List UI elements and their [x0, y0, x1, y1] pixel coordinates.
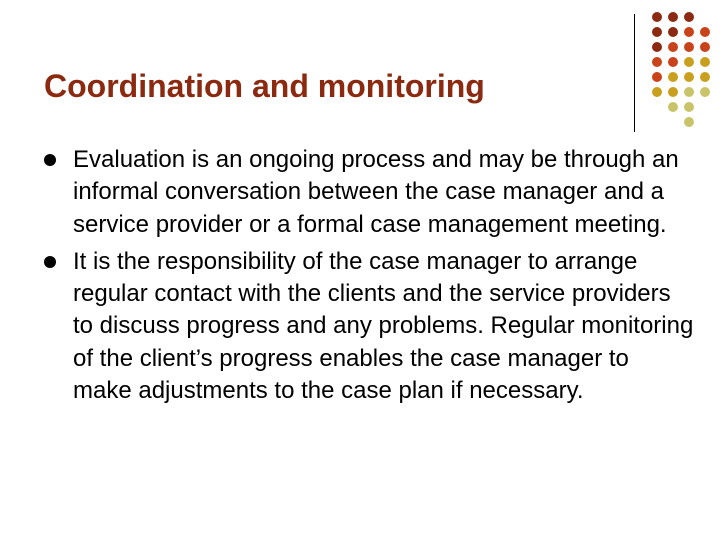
- bullet-list: [44, 144, 694, 412]
- decorative-dot: [668, 102, 678, 112]
- decorative-dot: [652, 72, 662, 82]
- decorative-dot: [684, 42, 694, 52]
- decorative-dot: [700, 87, 710, 97]
- slide-title: Coordination and monitoring: [44, 68, 485, 104]
- decorative-dot: [668, 12, 678, 22]
- decorative-dot: [652, 57, 662, 67]
- decorative-dot: [684, 117, 694, 127]
- decorative-dot: [652, 27, 662, 37]
- decorative-dot: [684, 87, 694, 97]
- decorative-dot: [700, 72, 710, 82]
- decorative-dot: [652, 12, 662, 22]
- decorative-dot: [652, 87, 662, 97]
- bullet-dot-icon: [44, 256, 56, 268]
- bullet-item: [44, 144, 694, 241]
- decorative-dot: [668, 42, 678, 52]
- decorative-dot: [684, 27, 694, 37]
- decorative-dot: [652, 42, 662, 52]
- bullet-text: Evaluation is an ongoing process and may be through an informal conversation between the case manager and a service provider or a formal case management meeting.: [73, 146, 679, 238]
- decorative-dot: [700, 27, 710, 37]
- decorative-dot: [700, 42, 710, 52]
- decorative-dot: [668, 87, 678, 97]
- bullet-dot-icon: [44, 154, 56, 166]
- bullet-item: [44, 246, 694, 407]
- decorative-dot: [684, 12, 694, 22]
- decorative-dot: [684, 72, 694, 82]
- decorative-dot: [668, 72, 678, 82]
- decorative-dot: [668, 27, 678, 37]
- decorative-dot: [700, 57, 710, 67]
- decorative-dot: [684, 102, 694, 112]
- decorative-dot: [684, 57, 694, 67]
- bullet-text: It is the responsibility of the case manager to arrange regular contact with the clients and the service providers to discuss progress and any problems. Regular monitoring of the client’s progress enables the case manager to make adjustments to the case plan if necessary.: [73, 247, 694, 405]
- decorative-dot: [668, 57, 678, 67]
